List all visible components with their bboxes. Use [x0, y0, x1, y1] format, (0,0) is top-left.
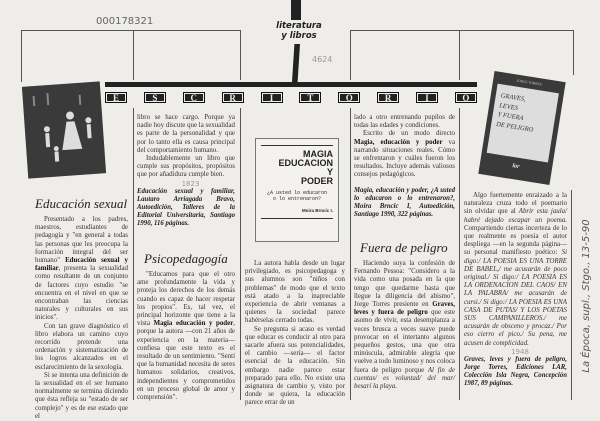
paragraph: libro se hace cargo. Porque ya nadie hoy discute que la sexualidad es parte de la personalidad y que por lo tanto ella es causa principal del comportamiento humano.: [137, 114, 235, 154]
banner-letter: R: [222, 92, 244, 103]
divider: [240, 108, 241, 400]
frame-right: [573, 30, 574, 75]
cover-publisher: lar: [511, 163, 520, 171]
page-number: 4624: [312, 55, 333, 64]
logo-line-2: y libros: [281, 30, 317, 41]
banner-letter: O: [338, 92, 360, 103]
article-fuera-col4: [354, 260, 455, 391]
cover-title-line: PODER: [300, 176, 333, 186]
frame-top-left: [21, 30, 241, 31]
escritorio-banner: [105, 82, 477, 106]
text: , presenta la sexualidad como resultante de un conjunto de factores cuyo estudio "se encuentra en el nivel en que se encontraban las ciencias naturales y culturales en sus inicios".: [35, 265, 128, 322]
cover-title-line: DE PELIGRO: [495, 120, 534, 134]
cover-title-line: LEVES: [498, 101, 519, 112]
book-title: Magia, educación y poder: [354, 138, 443, 146]
divider: [133, 30, 134, 80]
book-title: Educación sexual y familiar: [35, 257, 128, 273]
paragraph: La autora habla desde un lugar privilegiado, es psicopedagoga y sus alumnos son "niños con problemas" de modo que el texto está atado a la inapreciable experiencia de abrir ventanas a quienes la sociedad parece habérselas cerrado todas.: [245, 260, 345, 325]
divider: [350, 108, 351, 400]
text: Algo fuertemente enraizado a la naturaleza cruza todo el poemario sin olvidar que al: [464, 192, 567, 216]
cover-title-line: MAGIA: [303, 149, 333, 159]
banner-letter: E: [105, 92, 127, 103]
quote: Abrir esta jaula/ habré dejado escapar un poema.: [464, 208, 567, 224]
article-psico-col4: [354, 114, 455, 219]
code-note: 1948: [511, 347, 529, 356]
logo-line-1: literatura: [276, 21, 322, 31]
heading-psicopedagogia: Psicopedagogía: [144, 251, 228, 266]
text: Haciendo suya la confesión de Fernando Pessoa: "Considero a la vida como una posada en la que tengo que quedarme hasta que llegue la diligencia del abismo", Jorge Torres presiente en: [354, 260, 455, 309]
article-educacion-col2: [137, 114, 235, 228]
paragraph: Si se intenta una definición de la sexualidad en el ser humano normalmente se termina diciendo que ésta refleja su "estado de ser complejo" y es de ese estado que el: [35, 371, 128, 420]
banner-letter: I: [416, 92, 438, 103]
cover-title-line: EDUCACION: [278, 158, 333, 168]
article-fuera-col5: [464, 192, 567, 388]
article-educacion-col1: [35, 216, 128, 421]
banner-bar: [105, 82, 477, 87]
quote: Si digo:/ LA POESIA ES UNA TORRE DE BABEL,/ me acusarán de poco original./ Si digo:/ LA POESIA ES LA ORDENACION DEL CAOS/ EN LA PALABRA/ me acusarán de cursi./ Si digo:/ LA POESIA ES UNA CASA DE PUTAS/ Y LOS POETAS SUS CAMPANILLEROS./ me acusarán de obsceno y procaz./ Por eso cierro el pico./ Su pena, me acusen de complicidad.: [464, 249, 567, 347]
book-title: Magia educación y poder: [153, 320, 234, 328]
paragraph: Con tan grave diagnóstico el libro elabora un camino cuyo recorrido pretende una ordenación y sistematización de los logros alcanzados en el esclarecimiento de la sexología.: [35, 322, 128, 371]
cover-subtitle: ¿A usted lo educaron o lo entrenaron?: [267, 190, 328, 202]
text: va narrando situaciones reales. Cómo se enfrentaron y cuáles fueron los resultados. Incluye además valiosos consejos pedagógicos.: [354, 138, 455, 179]
book-reference: Educación sexual y familiar, Lautaro Arriagada Bravo, Autoedición, Talleres de la Editorial Universitaria, Santiago 1990, 116 páginas.: [137, 187, 235, 227]
heading-fuera-de-peligro: Fuera de peligro: [360, 240, 448, 255]
banner-letter: R: [377, 92, 399, 103]
banner-letter: I: [261, 92, 283, 103]
book-cover-magia: [255, 138, 339, 242]
cover-title-line: Y FUERA: [497, 111, 524, 123]
cover-author: Moira Brncic I.: [301, 208, 333, 213]
text: "Educamos para que el otro ame profundamente la vida y proteja los derechos de los demás cuando es capaz de hacer respetar los propios". Es, tal vez, el principal horizonte que tiene a la vista: [137, 271, 235, 328]
logo-stroke: [291, 0, 301, 20]
cover-author: JORGE TORRES: [516, 78, 542, 87]
book-cover-graves: [478, 71, 565, 185]
frame-top-right: [350, 30, 573, 31]
divider: [350, 30, 351, 80]
banner-letter: T: [299, 92, 321, 103]
banner-letter: O: [455, 92, 477, 103]
book-reference: Graves, leves y fuera de peligro, Jorge Torres, Ediciones LAR, Colección Isla Negra, Concepción 1987, 89 páginas.: [464, 355, 567, 388]
article-psico-col3: [245, 260, 345, 408]
logo-stroke: [292, 44, 300, 82]
heading-educacion-sexual: Educación sexual: [35, 196, 128, 211]
book-title: Graves, leves y fuera de peligro: [354, 301, 455, 317]
text: Presentado a los padres, maestros, estudiantes de pedagogía y "en general a todas las personas que les preocupa la formación integral del ser humano": [35, 216, 128, 265]
article-psico-col2: [137, 271, 235, 402]
book-reference: Magia, educación y poder, ¿A usted lo educaron o lo entrenaron?, Moira Brncic I, Autoedición, Santiago 1990, 322 páginas.: [354, 186, 455, 218]
banner-letter: S: [144, 92, 166, 103]
banner-letter: C: [183, 92, 205, 103]
divider: [133, 108, 134, 400]
paragraph: lado a otro entrenando pupilos de todas las edades y condiciones.: [354, 114, 455, 130]
paragraph: Indudablemente un libro que cumple sus propósitos, propósitos que por añadidura cumple bien.: [137, 155, 235, 179]
cover-title: [487, 84, 559, 163]
text: Compartiendo ciertas incerteza de lo que realmente es poesía el autor despliega —en la segunda página— su personal manifiesto poético:: [464, 224, 567, 257]
cover-title-line: Y: [326, 167, 333, 177]
text: , porque la autora —con 21 años de experiencia en la materia— confiesa que este texto es el resultado de un sentimiento. "Sentí que la humanidad necesita de seres humanos solidarios, creativos, independientes y comprometidos en un proceso global de amor y comprensión".: [137, 320, 235, 402]
frame-left: [21, 30, 22, 82]
section-logo: [264, 22, 334, 41]
archive-number: 000178321: [96, 16, 154, 27]
paragraph: Se pregunta si acaso es verdad que educar es conducir al otro para sacarle afuera sus potencialidades, el cambio —sería— el factor esencial de la educación. Sin embargo nadie parece estar preparado para ello. No existe una asignatura de cambio y, visto por donde se quiera, la educación parece errar de un: [245, 325, 345, 407]
cover-title-line: GRAVES,: [500, 92, 527, 104]
divider: [459, 30, 460, 80]
source-note: La Época, supl., Stgo., 13-5-90: [581, 219, 592, 373]
illustration-image: [22, 81, 106, 178]
text: Escrito de un modo directo: [363, 130, 455, 138]
code-note: 1823: [181, 179, 200, 188]
divider: [240, 30, 241, 80]
divider: [571, 190, 572, 400]
quote: Al fin de cuentas/ es voluntad/ del mar/ besarí la playa.: [354, 366, 455, 391]
family-figures-icon: [22, 81, 106, 178]
divider: [459, 108, 460, 400]
cover-title: [261, 150, 333, 186]
text: que este asomo de vivir, esta desemplanza a veces brusca a veces suave puede provocar en el intertanto algunos pequeños gestos, una que otra minúscula, admirable alegría que vuelve a todo luminoso y nos coloca fuera de peligro porque: [354, 309, 455, 374]
